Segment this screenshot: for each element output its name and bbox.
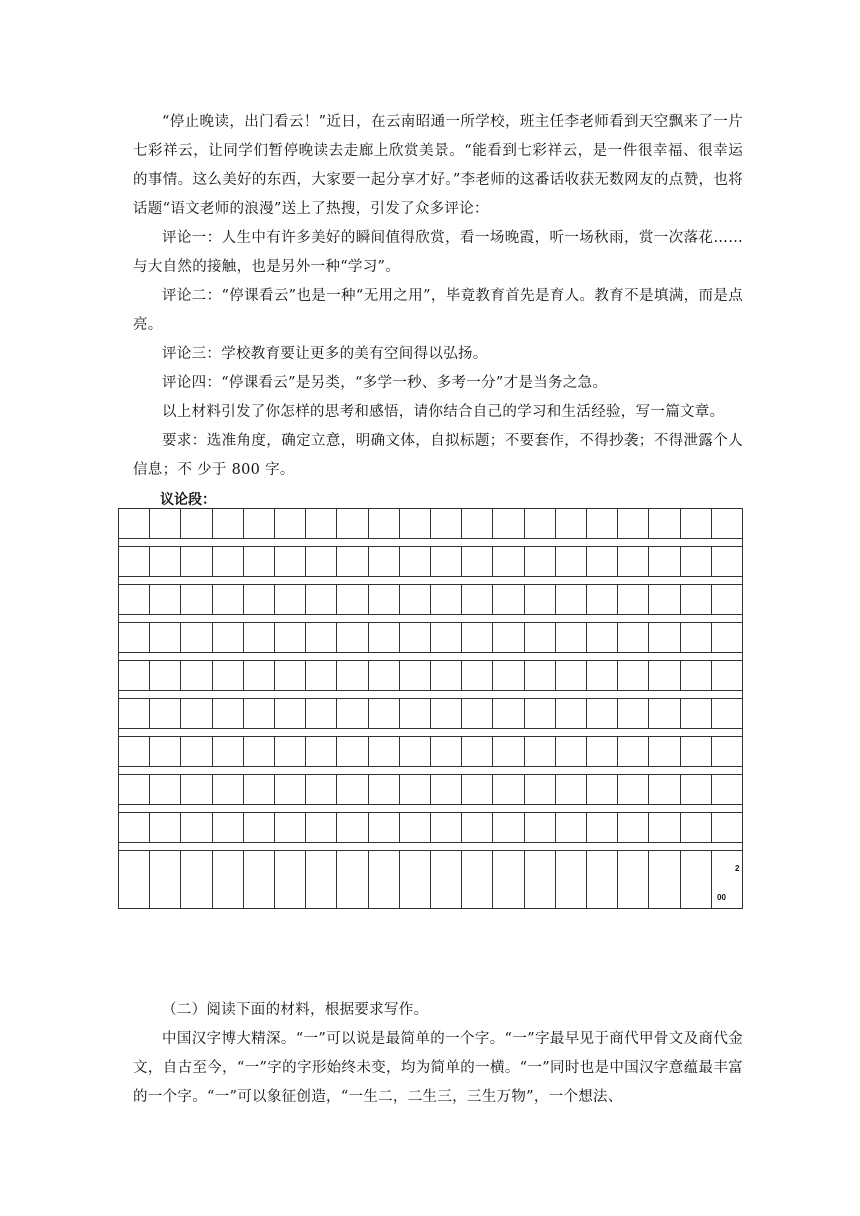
grid-cell: [180, 812, 212, 843]
grid-cell: [212, 622, 244, 653]
grid-cell: [680, 508, 712, 539]
grid-cell: [368, 508, 400, 539]
grid-cell: [336, 736, 368, 767]
grid-cell: [305, 812, 337, 843]
grid-cell: [555, 850, 587, 909]
grid-cell: [586, 622, 618, 653]
grid-cell: [586, 584, 618, 615]
grid-cell: [461, 622, 493, 653]
grid-cell: [274, 660, 306, 691]
grid-cell: [118, 546, 150, 577]
grid-cell: [492, 736, 524, 767]
grid-cell: [212, 850, 244, 909]
grid-cell: [648, 698, 680, 729]
grid-cell: [149, 660, 181, 691]
grid-cell: [586, 736, 618, 767]
grid-cell: [430, 660, 462, 691]
grid-cell: [617, 622, 649, 653]
grid-cell: [212, 660, 244, 691]
grid-cell: [648, 584, 680, 615]
grid-cell: [118, 660, 150, 691]
grid-cell: [274, 622, 306, 653]
grid-cell: [180, 736, 212, 767]
grid-cell: [680, 584, 712, 615]
grid-cell: [212, 812, 244, 843]
grid-cell: [430, 546, 462, 577]
grid-cell: [368, 622, 400, 653]
grid-cell: [461, 812, 493, 843]
grid-cell: [399, 660, 431, 691]
grid-cell: [461, 584, 493, 615]
grid-cell: [680, 546, 712, 577]
grid-cell: [305, 584, 337, 615]
grid-cell: [430, 508, 462, 539]
grid-cell: [711, 660, 743, 691]
grid-cell: [492, 774, 524, 805]
grid-cell: [368, 812, 400, 843]
grid-cell: [492, 508, 524, 539]
grid-cell: [586, 698, 618, 729]
grid-cell: [586, 660, 618, 691]
grid-cell: [555, 698, 587, 729]
grid-cell: [212, 508, 244, 539]
grid-cell: [461, 698, 493, 729]
grid-cell: [492, 698, 524, 729]
grid-cell: [305, 546, 337, 577]
grid-cell: [555, 546, 587, 577]
grid-cell: [617, 736, 649, 767]
grid-cell: [243, 546, 275, 577]
grid-cell: [461, 660, 493, 691]
grid-cell: [243, 660, 275, 691]
grid-cell: [118, 736, 150, 767]
grid-cell: [461, 850, 493, 909]
grid-cell: [243, 622, 275, 653]
grid-cell: [212, 698, 244, 729]
grid-cell: [524, 546, 556, 577]
grid-cell: [524, 660, 556, 691]
grid-cell: [555, 774, 587, 805]
grid-cell: [274, 584, 306, 615]
grid-cell: [680, 698, 712, 729]
grid-cell: [243, 584, 275, 615]
grid-cell: [648, 812, 680, 843]
grid-cell: [336, 660, 368, 691]
grid-cell: [711, 812, 743, 843]
grid-cell: [711, 546, 743, 577]
grid-cell: [648, 736, 680, 767]
grid-cell: [243, 774, 275, 805]
writing-requirements: 要求：选准角度，确定立意，明确文体，自拟标题；不要套作，不得抄袭；不得泄露个人信息；不 少于 800 字。: [133, 433, 743, 478]
grid-cell: [305, 850, 337, 909]
grid-cell: [368, 660, 400, 691]
comment-two: 评论二：“停课看云”也是一种“无用之用”，毕竟教育首先是育人。教育不是填满，而是点亮。: [133, 288, 743, 333]
grid-cell: [680, 622, 712, 653]
grid-cell: [617, 546, 649, 577]
grid-cell: [586, 812, 618, 843]
grid-cell: [336, 508, 368, 539]
grid-cell: [149, 850, 181, 909]
comment-three: 评论三：学校教育要让更多的美有空间得以弘扬。: [162, 346, 488, 362]
grid-cell: [305, 774, 337, 805]
grid-cell: [399, 850, 431, 909]
grid-cell: [648, 546, 680, 577]
grid-cell: [492, 584, 524, 615]
grid-cell: [524, 812, 556, 843]
grid-cell: [180, 698, 212, 729]
grid-cell: [430, 850, 462, 909]
grid-cell: [274, 774, 306, 805]
grid-cell: [430, 774, 462, 805]
section-two-paragraph: 中国汉字博大精深。“一”可以说是最简单的一个字。“一”字最早见于商代甲骨文及商代金文，自古至今，“一”字的字形始终未变，均为简单的一横。“一”同时也是中国汉字意蕴最丰富的一个字。“一”可以象征创造，“一生二，二生三，三生万物”，一个想法、: [133, 1031, 743, 1105]
grid-cell: [524, 622, 556, 653]
grid-cell: [368, 774, 400, 805]
grid-cell: [461, 546, 493, 577]
grid-cell: [274, 546, 306, 577]
grid-cell: [524, 850, 556, 909]
grid-cell: [555, 736, 587, 767]
grid-cell: [617, 850, 649, 909]
grid-cell: [118, 850, 150, 909]
material-paragraph: “停止晚读，出门看云！”近日，在云南昭通一所学校，班主任李老师看到天空飘来了一片七彩祥云，让同学们暂停晚读去走廊上欣赏美景。“能看到七彩祥云，是一件很幸福、很幸运的事情。这么美好的东西，大家要一起分享才好。”李老师的这番话收获无数网友的点赞，也将话题“语文老师的浪漫”送上了热搜，引发了众多评论：: [133, 114, 743, 217]
grid-cell: [648, 850, 680, 909]
grid-cell: [118, 812, 150, 843]
grid-cell: [461, 774, 493, 805]
grid-cell: [118, 774, 150, 805]
grid-cell: [648, 774, 680, 805]
grid-cell: [368, 546, 400, 577]
grid-cell: [118, 622, 150, 653]
grid-cell: [212, 546, 244, 577]
grid-cell: [586, 508, 618, 539]
grid-cell: [274, 850, 306, 909]
grid-cell: [680, 774, 712, 805]
grid-cell: [243, 508, 275, 539]
grid-cell: [368, 698, 400, 729]
grid-cell: [492, 546, 524, 577]
grid-cell: [399, 508, 431, 539]
grid-cell: [149, 622, 181, 653]
grid-cell: [648, 508, 680, 539]
count-mark-bottom: 00: [717, 893, 726, 902]
grid-cell: [274, 698, 306, 729]
section-two-heading: （二）阅读下面的材料，根据要求写作。: [162, 1002, 429, 1018]
grid-cell: [492, 850, 524, 909]
grid-cell: [524, 698, 556, 729]
grid-cell: [648, 660, 680, 691]
grid-cell: [243, 812, 275, 843]
grid-cell: [711, 584, 743, 615]
grid-cell: [212, 774, 244, 805]
grid-cell: [243, 736, 275, 767]
grid-cell: [399, 698, 431, 729]
grid-cell: [586, 774, 618, 805]
writing-task: 以上材料引发了你怎样的思考和感悟，请你结合自己的学习和生活经验，写一篇文章。: [162, 404, 725, 420]
grid-cell: [399, 622, 431, 653]
grid-cell: [617, 508, 649, 539]
grid-cell: [336, 698, 368, 729]
grid-cell: [274, 508, 306, 539]
grid-cell: [430, 584, 462, 615]
grid-cell: [149, 546, 181, 577]
grid-cell: [399, 774, 431, 805]
grid-cell: [711, 508, 743, 539]
grid-cell: [555, 660, 587, 691]
grid-cell: [399, 546, 431, 577]
grid-cell: [368, 850, 400, 909]
grid-cell: [149, 812, 181, 843]
grid-cell: [180, 622, 212, 653]
grid-cell: [305, 622, 337, 653]
grid-cell: [118, 698, 150, 729]
grid-cell: [617, 812, 649, 843]
grid-cell: [243, 698, 275, 729]
grid-cell: [180, 508, 212, 539]
grid-cell: [180, 584, 212, 615]
grid-cell: [305, 698, 337, 729]
grid-cell: [399, 584, 431, 615]
grid-cell: [617, 698, 649, 729]
grid-cell: [711, 622, 743, 653]
grid-cell: [711, 736, 743, 767]
grid-cell: [430, 698, 462, 729]
grid-cell: [336, 584, 368, 615]
grid-cell: [680, 736, 712, 767]
grid-cell: [118, 508, 150, 539]
grid-cell: [274, 736, 306, 767]
grid-cell: [524, 774, 556, 805]
grid-cell: [336, 850, 368, 909]
grid-cell: [492, 622, 524, 653]
grid-cell: [430, 622, 462, 653]
comment-one: 评论一：人生中有许多美好的瞬间值得欣赏，看一场晚霞，听一场秋雨，赏一次落花……与大自然的接触，也是另外一种“学习”。: [133, 230, 743, 275]
grid-cell: [555, 622, 587, 653]
grid-cell: [305, 508, 337, 539]
grid-cell: [461, 736, 493, 767]
grid-cell: [555, 584, 587, 615]
grid-cell: [524, 584, 556, 615]
grid-cell: [617, 774, 649, 805]
grid-cell: [586, 546, 618, 577]
grid-cell: [180, 660, 212, 691]
grid-cell: [524, 736, 556, 767]
grid-cell: [336, 546, 368, 577]
grid-cell: [149, 698, 181, 729]
grid-cell: [399, 736, 431, 767]
grid-cell: [430, 736, 462, 767]
grid-cell: [274, 812, 306, 843]
grid-cell: [680, 812, 712, 843]
grid-cell: [336, 812, 368, 843]
grid-cell: [617, 584, 649, 615]
count-mark-top: 2: [735, 864, 740, 873]
grid-cell: [711, 698, 743, 729]
grid-cell: [149, 774, 181, 805]
grid-label: 议论段：: [160, 491, 216, 507]
grid-cell: [368, 584, 400, 615]
grid-cell: [711, 850, 743, 909]
grid-cell: [180, 546, 212, 577]
grid-cell: [243, 850, 275, 909]
grid-cell: [492, 812, 524, 843]
grid-cell: [555, 508, 587, 539]
grid-cell: [368, 736, 400, 767]
grid-cell: [149, 584, 181, 615]
grid-cell: [711, 774, 743, 805]
comment-four: 评论四：“停课看云”是另类，“多学一秒、多考一分”才是当务之急。: [162, 375, 608, 391]
grid-cell: [586, 850, 618, 909]
grid-cell: [212, 736, 244, 767]
grid-cell: [461, 508, 493, 539]
grid-cell: [336, 622, 368, 653]
grid-cell: [149, 736, 181, 767]
grid-cell: [524, 508, 556, 539]
grid-cell: [399, 812, 431, 843]
grid-cell: [305, 736, 337, 767]
grid-cell: [149, 508, 181, 539]
grid-cell: [617, 660, 649, 691]
grid-cell: [336, 774, 368, 805]
grid-cell: [180, 774, 212, 805]
grid-cell: [118, 584, 150, 615]
grid-cell: [212, 584, 244, 615]
grid-cell: [680, 850, 712, 909]
grid-cell: [492, 660, 524, 691]
grid-cell: [680, 660, 712, 691]
grid-cell: [555, 812, 587, 843]
grid-cell: [305, 660, 337, 691]
grid-cell: [648, 622, 680, 653]
grid-cell: [180, 850, 212, 909]
grid-cell: [430, 812, 462, 843]
